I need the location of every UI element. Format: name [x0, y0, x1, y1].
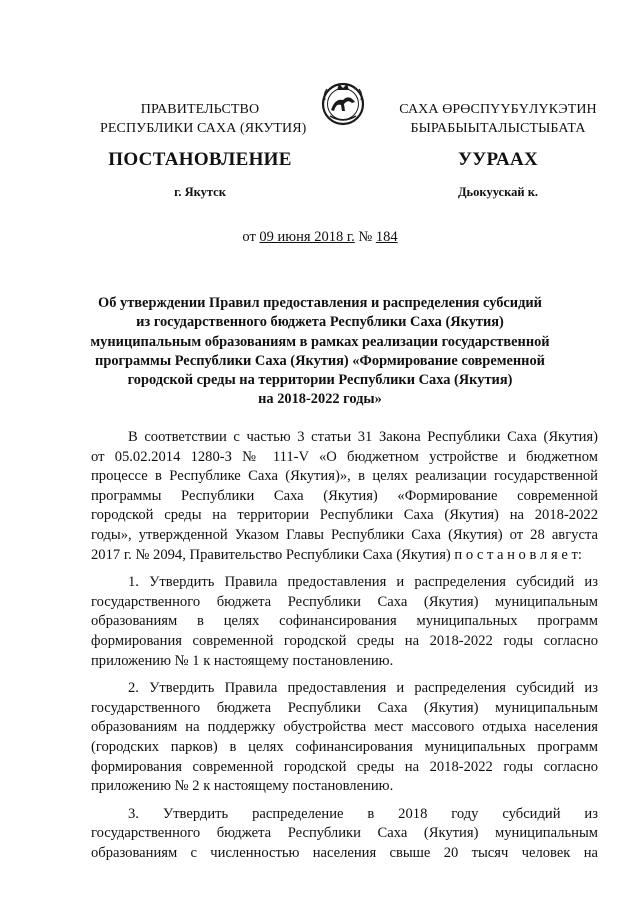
city-ru: г. Якутск: [174, 185, 226, 199]
document-date: 09 июня 2018 г.: [259, 229, 355, 245]
header-left-line1: ПРАВИТЕЛЬСТВО: [140, 102, 260, 117]
paragraph-line: формирования современной городской среды на 2018-2022 годы согласно: [91, 758, 598, 775]
document-title: [60, 294, 580, 410]
title-line: на 2018-2022 годы»: [258, 391, 382, 408]
header-right-block: [388, 100, 608, 138]
title-line: программы Республики Саха (Якутия) «Формирование современной: [95, 352, 545, 369]
paragraph-line: 3. Утвердить распределение в 2018 году субсидий из: [128, 805, 598, 822]
title-line: из государственного бюджета Республики Саха (Якутия): [136, 314, 504, 331]
paragraph-line: (городских парков) в целях софинансирования муниципальных программ: [91, 738, 598, 755]
header-right-line1: САХА ӨРӨСПҮҮБҮЛҮКЭТИН: [399, 102, 597, 117]
paragraph-preamble: [91, 428, 598, 565]
header-right-line2: БЫРАБЫЫТАЛЫСТЫБАТА: [410, 121, 586, 136]
paragraph-line: государственного бюджета Республики Саха (Якутия) муниципальным: [91, 699, 598, 716]
paragraph-line: 2. Утвердить Правила предоставления и распределения субсидий из: [128, 680, 598, 697]
paragraph-line: образованиям на поддержку обустройства мест массового отдыха населения: [91, 719, 598, 736]
paragraph-line: образованиям с численностью населения свыше 20 тысяч человек на: [91, 844, 598, 861]
paragraph-line: В соответствии с частью 3 статьи 31 Закона Республики Саха (Якутия): [128, 429, 598, 445]
title-line: муниципальным образованиям в рамках реализации государственной: [90, 333, 550, 350]
header-left-line2: РЕСПУБЛИКИ САХА (ЯКУТИЯ): [100, 121, 307, 136]
paragraph-item-1: [91, 573, 598, 671]
republic-emblem-icon: [321, 80, 365, 128]
paragraph-line: городской среды на территории Республики Саха (Якутия) на 2018-2022: [91, 507, 598, 524]
paragraph-line: 2017 г. № 2094, Правительство Республики Саха (Якутия) п о с т а н о в л я е т:: [91, 546, 582, 563]
title-line: городской среды на территории Республики Саха (Якутия): [127, 372, 513, 389]
doc-type-ru: ПОСТАНОВЛЕНИЕ: [108, 149, 292, 170]
city-sakha: Дьокуускай к.: [457, 185, 539, 199]
paragraph-item-2: [91, 679, 598, 797]
paragraph-line: от 05.02.2014 1280-З № 111-V «О бюджетном устройстве и бюджетном: [91, 448, 598, 465]
paragraph-line: государственного бюджета Республики Саха (Якутия) муниципальным: [91, 825, 598, 842]
paragraph-line: приложению № 1 к настоящему постановлению.: [91, 652, 394, 669]
doc-type-sakha: УУРААХ: [457, 149, 539, 170]
title-line: Об утверждении Правил предоставления и распределения субсидий: [98, 295, 542, 311]
document-number: 184: [375, 229, 398, 245]
paragraph-line: 1. Утвердить Правила предоставления и распределения субсидий из: [128, 574, 598, 591]
header-left-block: [100, 100, 307, 138]
paragraph-line: формирования современной городской среды на 2018-2022 годы согласно: [91, 632, 598, 649]
number-sign: №: [358, 229, 373, 245]
paragraph-line: образованиям в целях софинансирования муниципальных программ: [91, 613, 598, 630]
paragraph-line: приложению № 2 к настоящему постановлению.: [91, 778, 394, 795]
paragraph-item-3: [91, 805, 598, 864]
document-body: [91, 428, 598, 871]
paragraph-line: годы», утвержденной Указом Главы Республики Саха (Якутия) от 28 августа: [91, 526, 598, 543]
paragraph-line: государственного бюджета Республики Саха (Якутия) муниципальным: [91, 593, 598, 610]
paragraph-line: программы Республики Саха (Якутия) «Формирование современной: [91, 487, 598, 504]
date-prefix: от: [242, 229, 256, 245]
date-number-line: [0, 229, 640, 246]
paragraph-line: процессе в Республике Саха (Якутия)», в целях реализации государственной: [91, 468, 598, 485]
